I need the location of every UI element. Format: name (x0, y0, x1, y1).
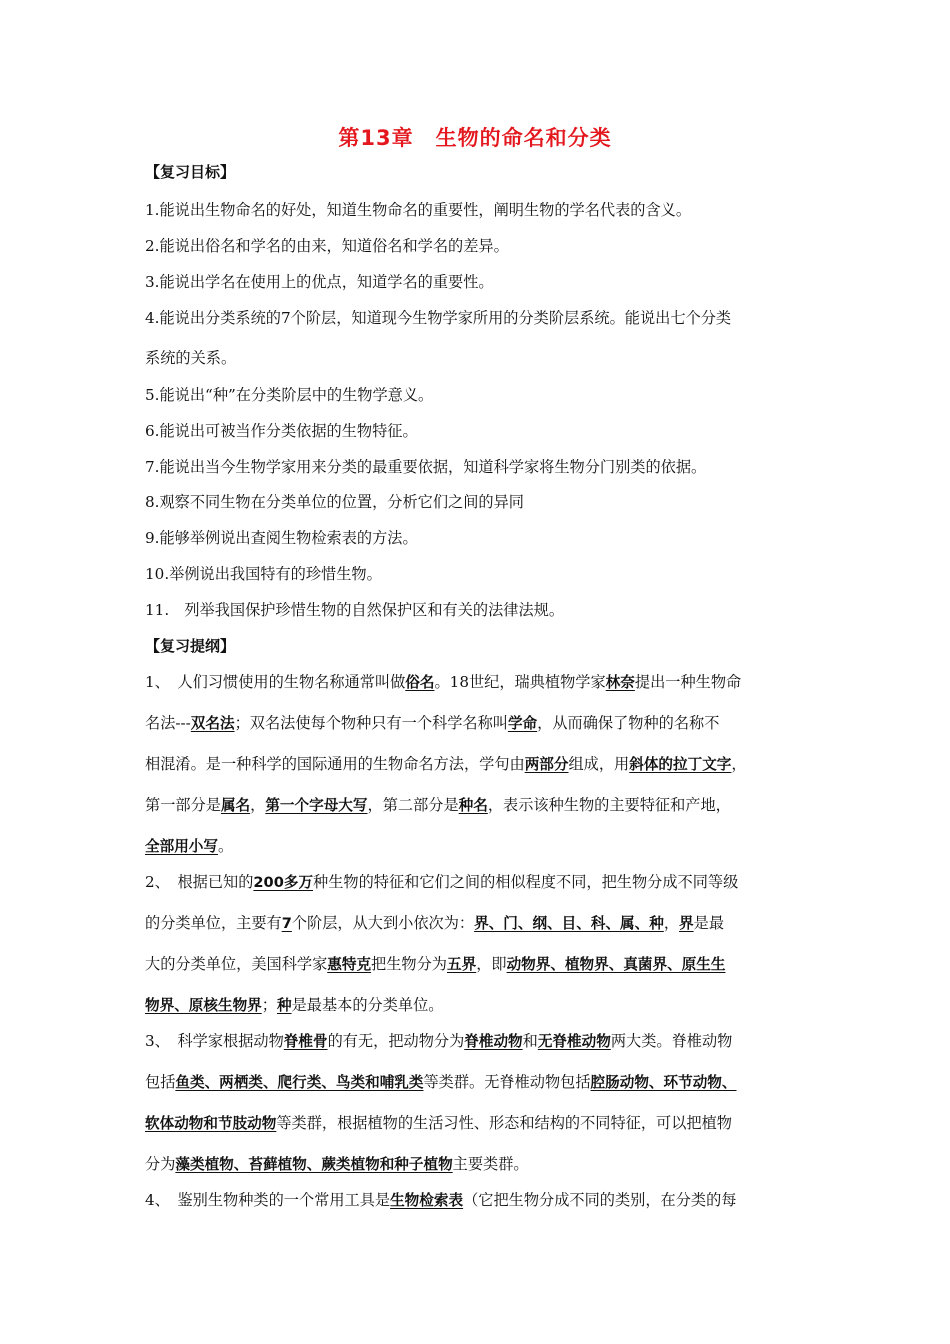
outline-paragraph-1-line: 1、 人们习惯使用的生物名称通常叫做俗名。18世纪，瑞典植物学家林奈提出一种生物命 (145, 673, 742, 691)
outline-paragraph-2-line: 的分类单位，主要有7个阶层，从大到小依次为：界、门、纲、目、科、属、种，界是最 (145, 914, 724, 932)
outline-paragraph-3-line: 软体动物和节肢动物等类群，根据植物的生活习性、形态和结构的不同特征，可以把植物 (145, 1114, 732, 1132)
keyword: 五界 (446, 956, 477, 973)
goal-item: 1.能说出生物命名的好处，知道生物命名的重要性，阐明生物的学名代表的含义。 (145, 201, 692, 219)
keyword: 生物检索表 (390, 1192, 464, 1209)
keyword: 软体动物和节肢动物 (145, 1115, 277, 1132)
section-heading-review-goals: 【复习目标】 (145, 163, 236, 181)
keyword: 藻类植物、苔藓植物、蕨类植物和种子植物 (175, 1156, 453, 1173)
keyword: 惠特克 (327, 956, 372, 973)
keyword: 学命 (507, 715, 538, 732)
goal-item: 10.举例说出我国特有的珍惜生物。 (145, 565, 382, 583)
outline-paragraph-1-line: 第一部分是属名，第一个字母大写，第二部分是种名，表示该种生物的主要特征和产地， (145, 796, 731, 814)
outline-paragraph-2-line: 物界、原核生物界；种是最基本的分类单位。 (145, 996, 444, 1014)
keyword: 第一个字母大写 (265, 797, 368, 814)
keyword: 属名 (220, 797, 251, 814)
goal-item: 5.能说出“种”在分类阶层中的生物学意义。 (145, 386, 434, 404)
goal-item: 7.能说出当今生物学家用来分类的最重要依据，知道科学家将生物分门别类的依据。 (145, 458, 707, 476)
keyword: 鱼类、两栖类、爬行类、鸟类和哺乳类 (175, 1074, 424, 1091)
keyword: 脊椎骨 (283, 1033, 328, 1050)
keyword: 界 (679, 915, 694, 932)
keyword: 物界、原核生物界 (145, 997, 262, 1014)
keyword: 腔肠动物、环节动物、 (590, 1074, 737, 1091)
goal-item: 4.能说出分类系统的7个阶层，知道现今生物学家所用的分类阶层系统。能说出七个分类 (145, 309, 732, 327)
keyword: 动物界、植物界、真菌界、原生生 (506, 956, 726, 973)
keyword: 无脊椎动物 (537, 1033, 611, 1050)
outline-paragraph-3-line: 3、 科学家根据动物脊椎骨的有无，把动物分为脊椎动物和无脊椎动物两大类。脊椎动物 (145, 1032, 733, 1050)
keyword: 种 (276, 997, 292, 1014)
outline-paragraph-2-line: 2、 根据已知的200多万种生物的特征和它们之间的相似程度不同，把生物分成不同等级 (145, 873, 739, 891)
goal-item: 6.能说出可被当作分类依据的生物特征。 (145, 422, 418, 440)
keyword: 俗名 (405, 674, 435, 691)
goal-item: 9.能够举例说出查阅生物检索表的方法。 (145, 529, 418, 547)
outline-paragraph-3-line: 分为藻类植物、苔藓植物、蕨类植物和种子植物主要类群。 (145, 1155, 529, 1173)
keyword: 种名 (458, 797, 488, 814)
keyword: 全部用小写 (145, 838, 218, 855)
goal-item: 3.能说出学名在使用上的优点，知道学名的重要性。 (145, 273, 494, 291)
outline-paragraph-1-line: 全部用小写。 (145, 837, 234, 855)
keyword: 界、门、纲、目、科、属、种 (474, 915, 664, 932)
keyword: 两部分 (524, 756, 569, 773)
outline-paragraph-1-line: 名法---双名法；双名法使每个物种只有一个科学名称叫学命，从而确保了物种的名称不 (145, 714, 720, 732)
page-title: 第13章 生物的命名和分类 (338, 126, 612, 150)
keyword: 斜体的拉丁文字 (629, 756, 732, 773)
outline-paragraph-1-line: 相混淆。是一种科学的国际通用的生物命名方法，学句由两部分组成，用斜体的拉丁文字， (145, 755, 747, 773)
goal-item: 8.观察不同生物在分类单位的位置，分析它们之间的异同 (145, 493, 524, 511)
keyword: 双名法 (190, 715, 235, 732)
keyword: 林奈 (605, 674, 635, 691)
goal-item: 2.能说出俗名和学名的由来，知道俗名和学名的差异。 (145, 237, 509, 255)
keyword: 200多万 (253, 874, 314, 891)
keyword: 脊椎动物 (464, 1033, 523, 1050)
section-heading-review-outline: 【复习提纲】 (145, 637, 236, 655)
goal-item: 系统的关系。 (145, 349, 237, 367)
outline-paragraph-2-line: 大的分类单位，美国科学家惠特克把生物分为五界，即动物界、植物界、真菌界、原生生 (145, 955, 726, 973)
outline-paragraph-3-line: 包括鱼类、两栖类、爬行类、鸟类和哺乳类等类群。无脊椎动物包括腔肠动物、环节动物、 (145, 1073, 737, 1091)
goal-item: 11. 列举我国保护珍惜生物的自然保护区和有关的法律法规。 (145, 601, 565, 619)
outline-paragraph-4-line: 4、 鉴别生物种类的一个常用工具是生物检索表（它把生物分成不同的类别，在分类的每 (145, 1191, 737, 1209)
keyword: 7 (281, 915, 292, 932)
